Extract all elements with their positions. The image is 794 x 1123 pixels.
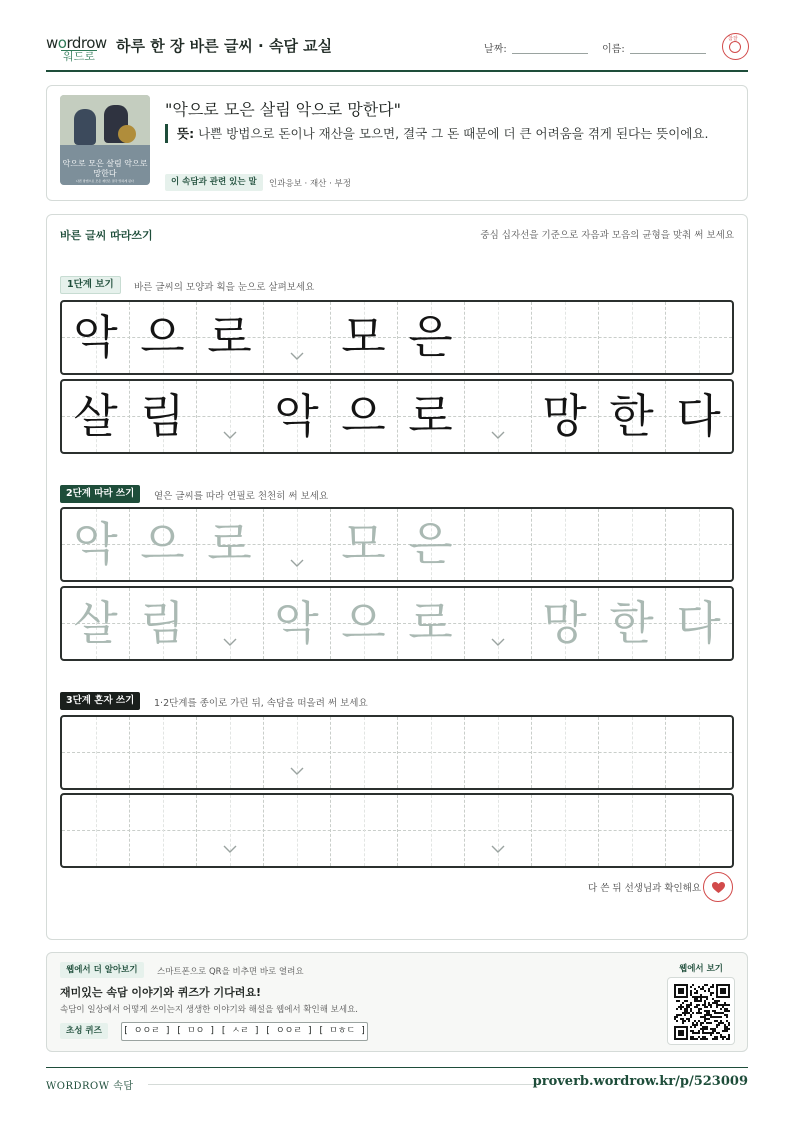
practice-character: 으 [140,310,185,364]
practice-character: 살 [73,596,118,650]
grid-center-guide [565,509,566,580]
date-label: 날짜: [484,44,507,55]
grid-cell-divider [598,302,599,373]
proverb-illustration [60,95,150,185]
practice-character: 로 [408,596,453,650]
practice-character: 으 [140,517,185,571]
grid-center-guide [565,795,566,866]
qr-code[interactable] [667,977,735,1045]
grid-cell-divider [464,509,465,580]
grid-center-guide [96,795,97,866]
word-space-icon [290,767,304,775]
word-space-icon [223,845,237,853]
date-field-line[interactable] [512,53,588,54]
grid-cell-divider [263,795,264,866]
word-space-icon [491,845,505,853]
practice-character: 으 [341,389,386,443]
grid-cell-divider [129,717,130,788]
chosung-quiz-box[interactable]: [ ㅇㅇㄹ ] [ ㅁㅇ ] [ ㅅㄹ ] [ ㅇㅇㄹ ] [ ㅁㅎㄷ ] [121,1022,368,1041]
step3-desc: 1·2단계를 종이로 가린 뒤, 속담을 떠올려 써 보세요 [154,698,368,709]
page-title: 하루 한 장 바른 글씨 · 속담 교실 [116,37,333,55]
grid-center-guide [364,795,365,866]
grid-cell-divider [531,795,532,866]
grid-center-guide [364,717,365,788]
grid-cell-divider [330,717,331,788]
grid-cell-divider [263,509,264,580]
step3-badge: 3단계 혼자 쓰기 [60,692,140,710]
practice-character: 로 [408,389,453,443]
grid-center-guide [297,717,298,788]
grid-center-guide [163,717,164,788]
practice-character: 악 [73,517,118,571]
grid-cell-divider [531,717,532,788]
meaning-text: 나쁜 방법으로 돈이나 재산을 모으면, 결국 그 돈 때문에 더 큰 어려움을 겪게 된다는 뜻이에요. [198,126,709,141]
proverb-card [46,85,748,201]
grid-cell-divider [263,302,264,373]
name-field-line[interactable] [630,53,706,54]
grid-center-guide [230,795,231,866]
grid-center-guide [297,795,298,866]
grid-center-guide [632,795,633,866]
grid-cell-divider [531,509,532,580]
grid-cell-divider [665,302,666,373]
grid-cell-divider [196,381,197,452]
practice-character: 모 [341,517,386,571]
practice-character: 모 [341,310,386,364]
practice-character: 으 [341,596,386,650]
grid-center-guide [297,509,298,580]
practice-character: 로 [207,310,252,364]
practice-character: 은 [408,517,453,571]
grid-center-guide [699,509,700,580]
grid-cell-divider [464,717,465,788]
grid-center-guide [230,588,231,659]
grid-center-guide [297,302,298,373]
footer-url-link[interactable]: proverb.wordrow.kr/p/523009 [532,1074,748,1089]
brand-logo-sub: 워드로 [63,50,95,63]
step2-row-1[interactable] [60,507,734,582]
grid-cell-divider [464,588,465,659]
grid-cell-divider [263,717,264,788]
grid-cell-divider [196,588,197,659]
grid-center-guide [632,717,633,788]
step1-row-1 [60,300,734,375]
footer-divider [46,1067,748,1068]
footer-brand: WORDROW 속담 [46,1081,134,1092]
grid-center-guide [498,717,499,788]
step1-desc: 바른 글씨의 모양과 획을 눈으로 살펴보세요 [134,282,315,293]
meaning-label: 뜻: [177,126,195,141]
quiz-badge: 초성 퀴즈 [60,1023,108,1039]
practice-hint: 중심 십자선을 기준으로 자음과 모음의 균형을 맞춰 써 보세요 [480,230,734,241]
practice-character: 다 [676,596,721,650]
related-words-tags: 인과응보 · 재산 · 부정 [269,179,351,189]
grid-center-guide [565,717,566,788]
grid-center-guide [699,717,700,788]
grid-cell-divider [665,717,666,788]
practice-character: 림 [140,389,185,443]
grid-center-guide [498,302,499,373]
proverb-title: "악으로 모은 살림 악으로 망한다" [165,100,401,119]
page-header [46,30,748,72]
web-desc: 속담이 일상에서 어떻게 쓰이는지 생생한 이야기와 해설을 웹에서 확인해 보세요. [60,1005,358,1015]
practice-character: 망 [542,596,587,650]
illustration-small-caption: 나쁜 방법으로 모은 재산은 결국 망하게 된다 [76,179,134,183]
grid-cell-divider [464,381,465,452]
grid-cell-divider [330,795,331,866]
practice-character: 은 [408,310,453,364]
step1-badge: 1단계 보기 [60,276,121,294]
web-section [46,952,748,1052]
grid-cell-divider [129,795,130,866]
grid-cell-divider [397,717,398,788]
word-space-icon [223,638,237,646]
grid-cell-divider [464,795,465,866]
practice-character: 한 [609,389,654,443]
grid-cell-divider [665,795,666,866]
web-hint: 스마트폰으로 QR을 비추면 바로 열려요 [157,967,304,977]
grid-cell-divider [196,717,197,788]
practice-character: 악 [274,389,319,443]
word-space-icon [290,352,304,360]
practice-character: 살 [73,389,118,443]
word-space-icon [491,638,505,646]
grid-cell-divider [665,509,666,580]
practice-character: 로 [207,517,252,571]
step2-row-2[interactable] [60,586,734,661]
step3-row-2[interactable] [60,793,734,868]
grid-cell-divider [196,795,197,866]
web-badge: 웹에서 더 알아보기 [60,962,144,978]
grid-center-guide [498,509,499,580]
footer-rule [148,1084,538,1085]
practice-title: 바른 글씨 따라쓰기 [60,229,153,242]
grid-center-guide [565,302,566,373]
grid-cell-divider [598,795,599,866]
praise-stamp-icon: 참잘 [722,33,749,60]
step1-row-2 [60,379,734,454]
grid-center-guide [632,302,633,373]
practice-character: 림 [140,596,185,650]
practice-character: 다 [676,389,721,443]
grid-center-guide [699,302,700,373]
grid-center-guide [699,795,700,866]
grid-center-guide [431,717,432,788]
qr-label: 웹에서 보기 [679,964,724,974]
practice-character: 망 [542,389,587,443]
heart-stamp-icon [703,872,733,902]
qr-code-icon [674,984,730,1040]
grid-center-guide [498,588,499,659]
illustration-caption: 악으로 모은 살림 악으로 망한다 [62,159,148,178]
step2-badge: 2단계 따라 쓰기 [60,485,140,503]
grid-center-guide [163,795,164,866]
grid-center-guide [498,381,499,452]
step2-desc: 옅은 글씨를 따라 연필로 천천히 써 보세요 [154,491,329,502]
grid-center-guide [230,381,231,452]
grid-center-guide [230,717,231,788]
step3-row-1[interactable] [60,715,734,790]
practice-character: 한 [609,596,654,650]
brand-logo: wordrow [46,34,107,52]
grid-cell-divider [531,302,532,373]
name-label: 이름: [602,44,625,55]
teacher-check-label: 다 쓴 뒤 선생님과 확인해요 [588,883,702,894]
grid-cell-divider [464,302,465,373]
grid-cell-divider [397,795,398,866]
grid-center-guide [96,717,97,788]
proverb-meaning [165,124,727,143]
grid-center-guide [498,795,499,866]
related-words-badge: 이 속담과 관련 있는 말 [165,174,263,191]
grid-cell-divider [598,509,599,580]
word-space-icon [223,431,237,439]
grid-cell-divider [598,717,599,788]
word-space-icon [491,431,505,439]
grid-center-guide [632,509,633,580]
web-title: 재미있는 속담 이야기와 퀴즈가 기다려요! [60,986,261,999]
practice-character: 악 [274,596,319,650]
practice-character: 악 [73,310,118,364]
grid-center-guide [431,795,432,866]
word-space-icon [290,559,304,567]
